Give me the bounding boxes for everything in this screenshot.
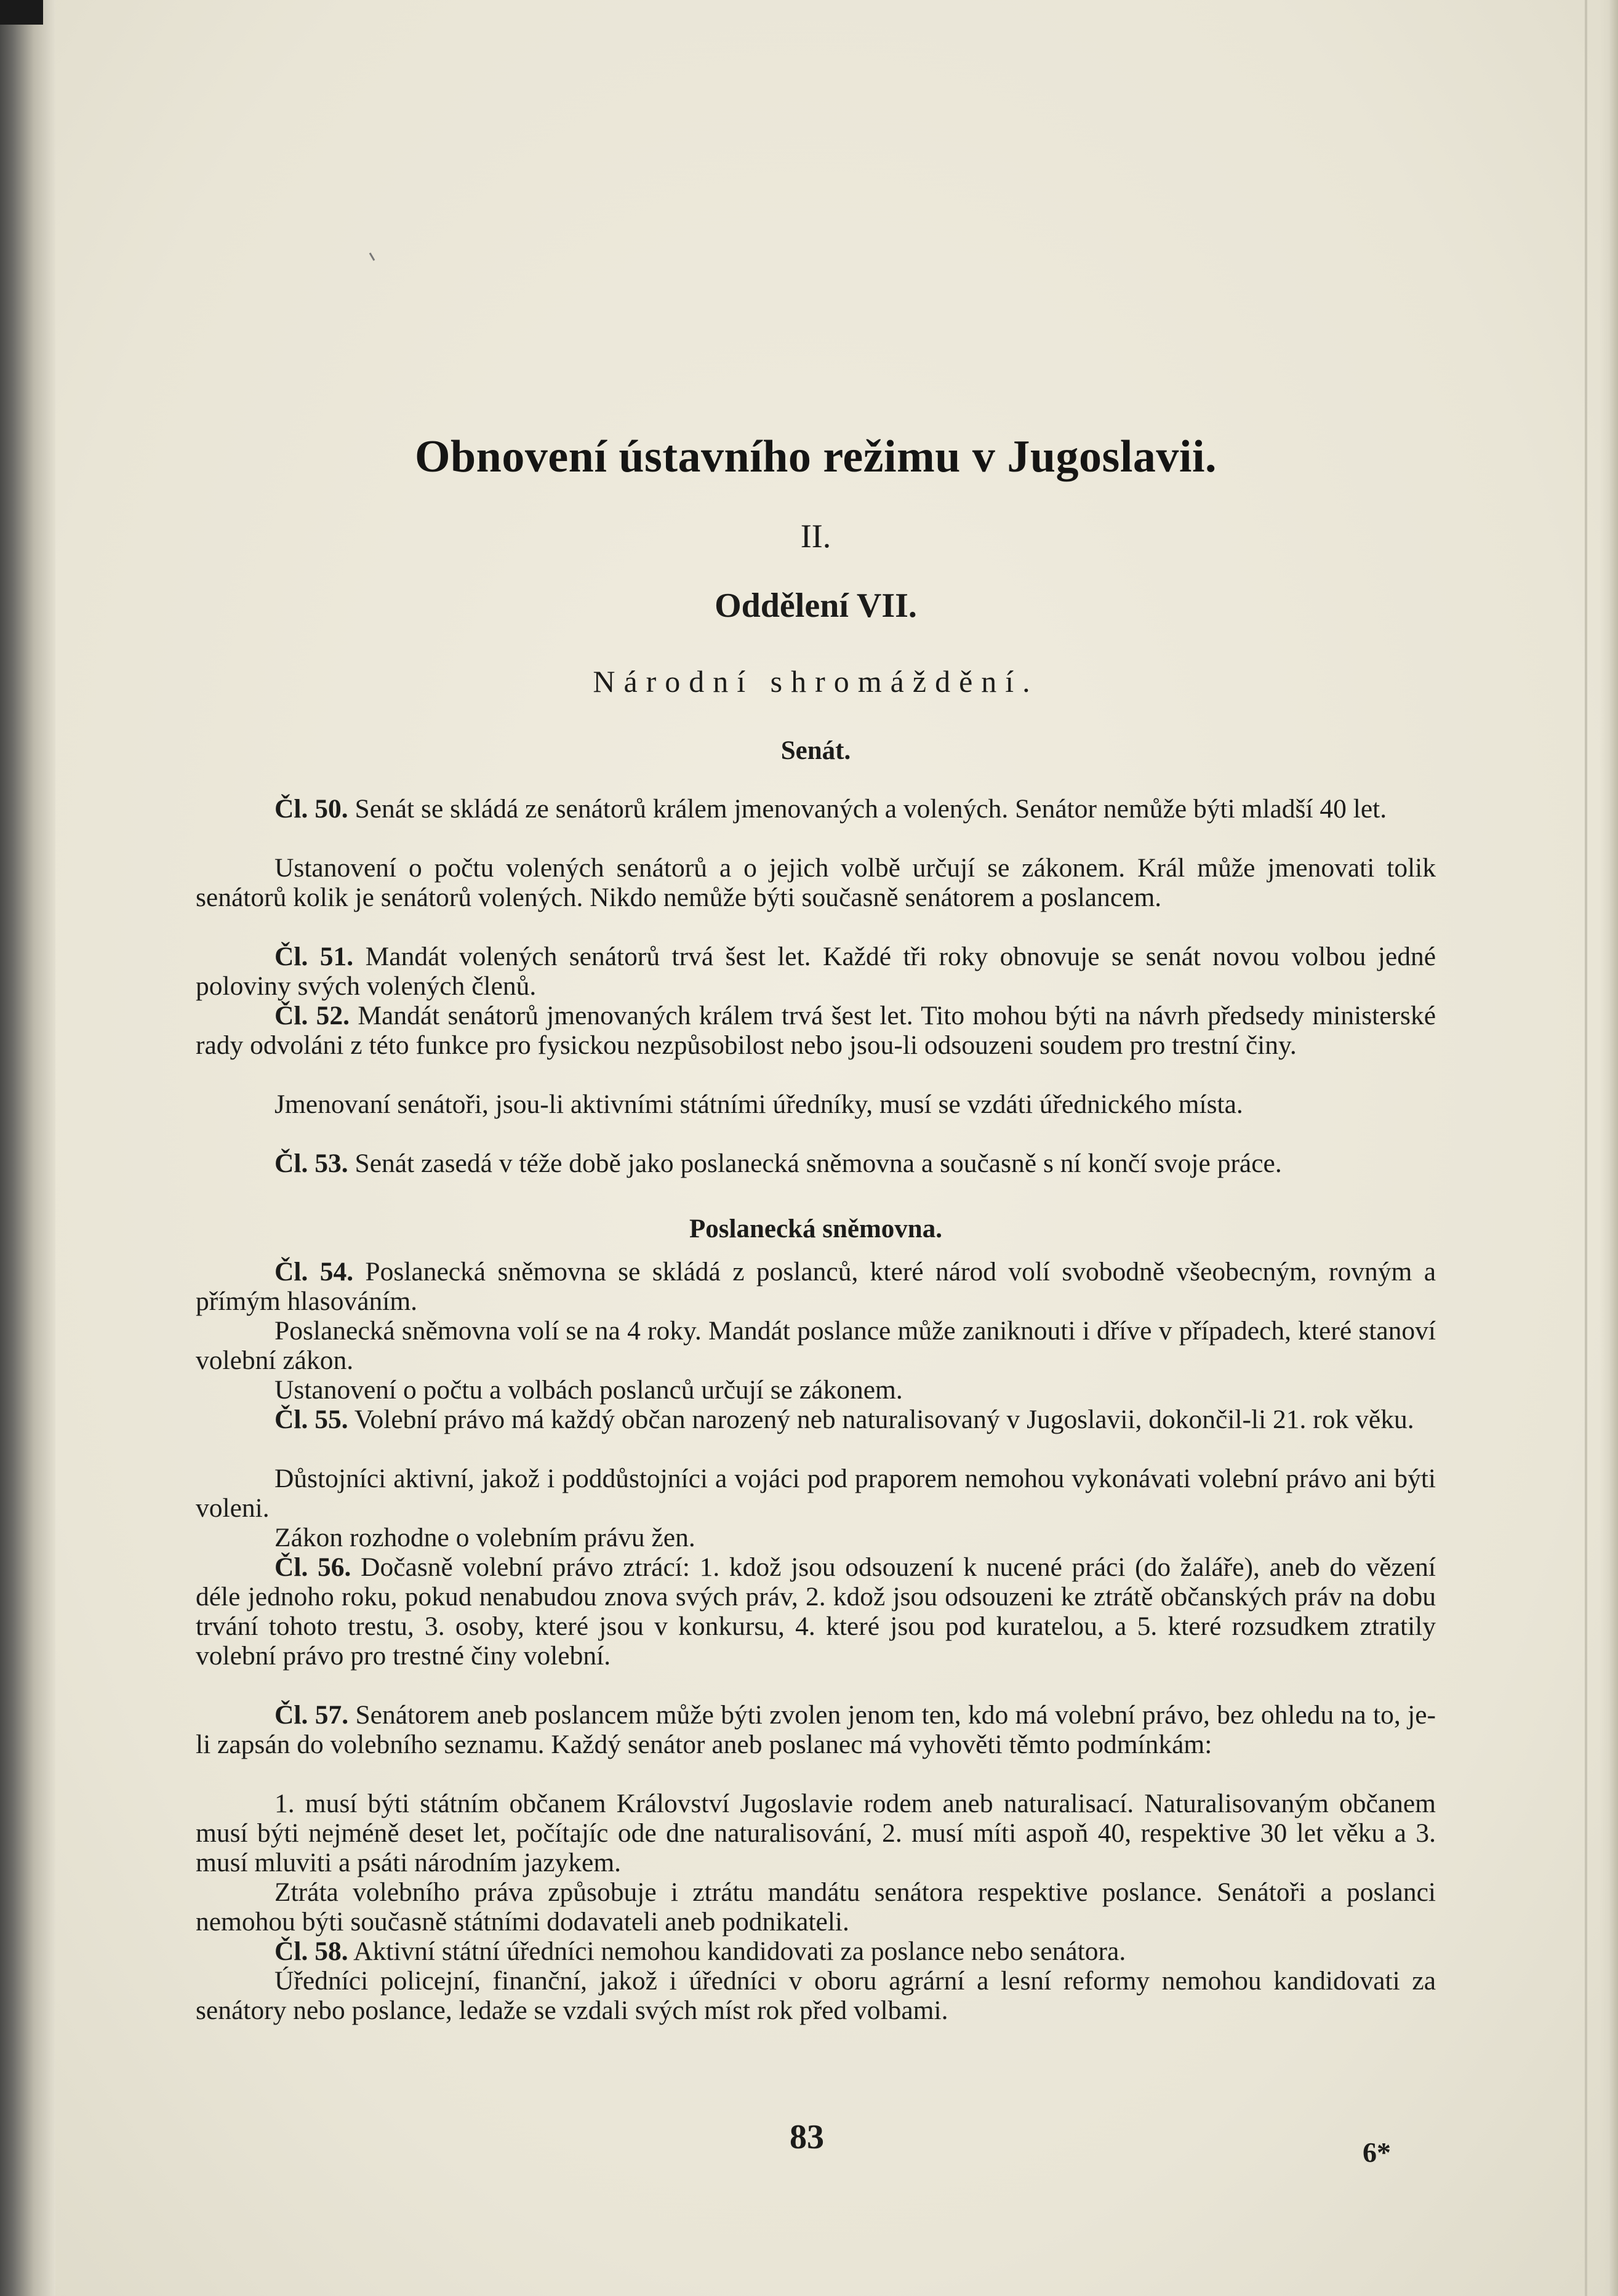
- paragraph-text: Ztráta volebního práva způsobuje i ztrátu mandátu senátora respektive poslance. Senátoři a poslanci nemohou býti současně státními dodavateli aneb podnikateli.: [196, 1877, 1436, 1937]
- page-fold: [1585, 0, 1587, 2296]
- article-text: Aktivní státní úředníci nemohou kandidovati za poslance nebo senátora.: [348, 1937, 1126, 1966]
- article-text: Senát zasedá v téže době jako poslanecká sněmovna a současně s ní končí svoje práce.: [348, 1149, 1282, 1178]
- article-text: Dočasně volební právo ztrácí: 1. kdož jsou odsouzení k nucené práci (do žaláře), aneb do vězení déle jednoho roku, pokud nenabudou znova svých práv, 2. kdož jsou odsouzeni ke ztrátě občanských práv na dobu trvání tohoto trestu, 3. osoby, které jsou v konkursu, 4. které jsou pod kuratelou, a 5. které rozsudkem ztratily volební právo pro trestné činy volební.: [196, 1552, 1436, 1671]
- article-55: [196, 1405, 1436, 1434]
- paragraph: [196, 1375, 1436, 1405]
- article-text: Poslanecká sněmovna se skládá z poslanců, které národ volí svobodně všeobecným, rovným a přímým hlasováním.: [196, 1257, 1436, 1316]
- article-label: Čl. 55.: [274, 1405, 348, 1434]
- article-text: Mandát volených senátorů trvá šest let. Každé tři roky obnovuje se senát novou volbou jedné poloviny svých volených členů.: [196, 942, 1436, 1001]
- chapter-heading: Národní shromáždění.: [593, 664, 1039, 699]
- article-51: [196, 942, 1436, 1001]
- paragraph-text: 1. musí býti státním občanem Království Jugoslavie rodem aneb naturalisací. Naturalisovaným občanem musí býti nejméně deset let, počítajíc ode dne naturalisování, 2. musí míti aspoň 40, respektive 30 let věku a 3. musí mluviti a psáti národním jazykem.: [196, 1789, 1436, 1877]
- article-label: Čl. 53.: [274, 1149, 348, 1178]
- paragraph: [196, 1523, 1436, 1552]
- paragraph-text: Poslanecká sněmovna volí se na 4 roky. Mandát poslance může zaniknouti i dříve v případech, které stanoví volební zákon.: [196, 1316, 1436, 1375]
- corner-mark: [0, 0, 43, 25]
- part-number: II.: [800, 518, 831, 555]
- article-label: Čl. 54.: [274, 1257, 354, 1286]
- paragraph: [196, 1877, 1436, 1937]
- paragraph-text: Jmenovaní senátoři, jsou-li aktivními státními úředníky, musí se vzdáti úřednického místa.: [274, 1090, 1243, 1119]
- paragraph: [196, 1090, 1436, 1119]
- page-title: Obnovení ústavního režimu v Jugoslavii.: [414, 432, 1217, 482]
- article-56: [196, 1552, 1436, 1671]
- article-53: [196, 1149, 1436, 1178]
- paragraph-text: Zákon rozhodne o volebním právu žen.: [274, 1523, 695, 1552]
- article-text: Senát se skládá ze senátorů králem jmenovaných a volených. Senátor nemůže býti mladší 40 let.: [348, 794, 1387, 824]
- signature-mark: 6*: [1363, 2137, 1391, 2168]
- article-54: [196, 1257, 1436, 1316]
- chamber-heading: Poslanecká sněmovna.: [689, 1214, 942, 1243]
- article-50: [196, 794, 1436, 824]
- article-text: Senátorem aneb poslancem může býti zvolen jenom ten, kdo má volební právo, bez ohledu na to, je-li zapsán do volebního seznamu. Každý senátor aneb poslanec má vyhověti těmto podmínkám:: [196, 1700, 1436, 1759]
- paragraph-text: Ustanovení o počtu volených senátorů a o jejich volbě určují se zákonem. Král může jmenovati tolik senátorů kolik je senátorů volených. Nikdo nemůže býti současně senátorem a poslancem.: [196, 853, 1436, 912]
- article-label: Čl. 51.: [274, 942, 354, 971]
- article-text: Mandát senátorů jmenovaných králem trvá šest let. Tito mohou býti na návrh předsedy ministerské rady odvoláni z této funkce pro fysickou nezpůsobilost nebo jsou-li odsouzeni soudem pro trestní činy.: [196, 1001, 1436, 1060]
- paragraph-text: Důstojníci aktivní, jakož i poddůstojníci a vojáci pod praporem nemohou vykonávati volební právo ani býti voleni.: [196, 1464, 1436, 1523]
- section-heading: Oddělení VII.: [715, 587, 917, 625]
- article-label: Čl. 52.: [274, 1001, 350, 1030]
- paragraph: [196, 853, 1436, 912]
- page-number: 83: [790, 2118, 824, 2156]
- article-label: Čl. 56.: [274, 1552, 351, 1582]
- article-label: Čl. 57.: [274, 1700, 349, 1730]
- article-52: [196, 1001, 1436, 1060]
- article-label: Čl. 50.: [274, 794, 348, 824]
- book-binding-left: [0, 0, 55, 2296]
- paragraph: [196, 1789, 1436, 1877]
- paragraph-text: Úředníci policejní, finanční, jakož i úředníci v oboru agrární a lesní reformy nemohou kandidovati za senátory nebo poslance, ledaže se vzdali svých míst rok před volbami.: [196, 1966, 1436, 2025]
- article-58: [196, 1937, 1436, 1966]
- senate-heading: Senát.: [780, 736, 851, 765]
- book-binding-right: [1600, 0, 1618, 2296]
- paragraph-text: Ustanovení o počtu a volbách poslanců určují se zákonem.: [274, 1375, 903, 1405]
- paragraph: [196, 1464, 1436, 1523]
- article-57: [196, 1700, 1436, 1759]
- article-text: Volební právo má každý občan narozený neb naturalisovaný v Jugoslavii, dokončil-li 21. rok věku.: [348, 1405, 1414, 1434]
- paragraph: [196, 1316, 1436, 1375]
- paragraph: [196, 1966, 1436, 2025]
- article-label: Čl. 58.: [274, 1937, 348, 1966]
